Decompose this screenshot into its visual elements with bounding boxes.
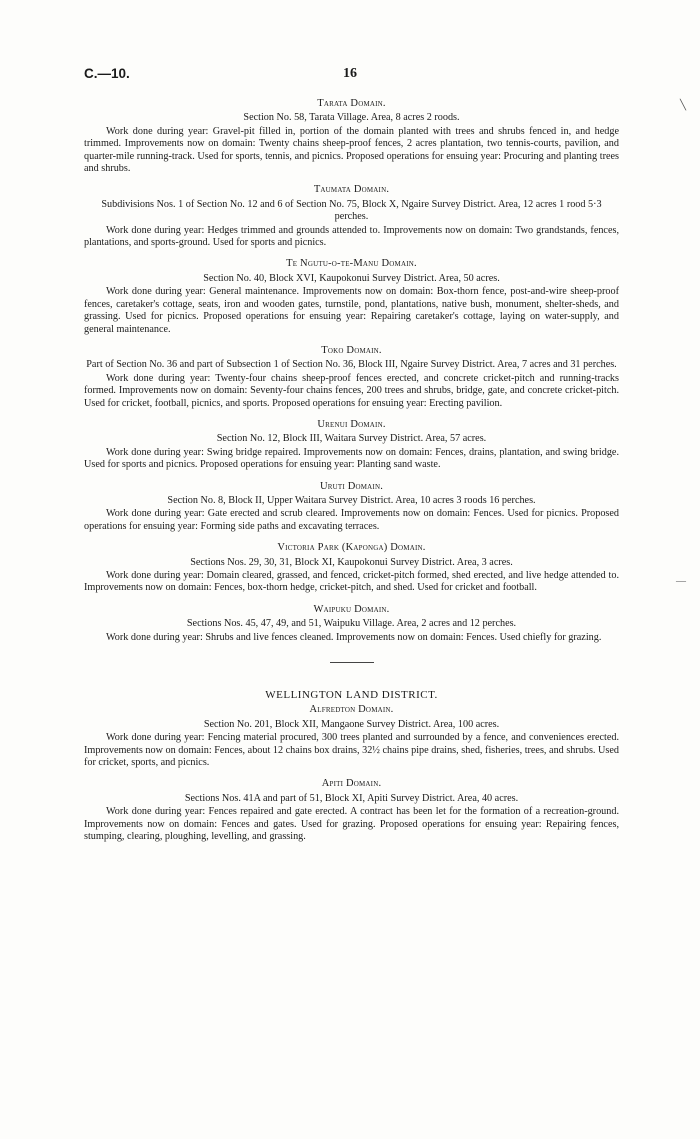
- domain-location: Section No. 8, Block II, Upper Waitara Survey District. Area, 10 acres 3 roods 16 perches.: [167, 494, 536, 506]
- domain-entry: [84, 542, 619, 595]
- domain-title: Waipuku Domain.: [313, 603, 390, 615]
- taranaki-domains: [84, 98, 619, 644]
- scan-mark: ╲: [680, 100, 687, 111]
- domain-description: Work done during year: Shrubs and live fences cleaned. Improvements now on domain: Fences. Used chiefly for grazing.: [106, 631, 602, 643]
- domain-entry: [84, 184, 619, 249]
- page-header: [84, 66, 616, 86]
- domain-description: Work done during year: Twenty-four chains sheep-proof fences erected, and concrete cricket-pitch and running-tracks formed. Improvements now on domain: Seventy-four chains fences, 200 trees and shrubs, bridge, gate, and concrete cricket-pitch. Used for cricket, football, picnics, and sports. Proposed operations for ensuing year: Erecting pavilion.: [84, 372, 619, 409]
- domain-entry: [84, 604, 619, 644]
- domain-entry: [84, 778, 619, 843]
- domain-entry: [84, 345, 619, 410]
- domain-title: Urenui Domain.: [317, 418, 386, 430]
- domain-description: Work done during year: Swing bridge repaired. Improvements now on domain: Fences, drains, plantation, and swing bridge. Used for sports and picnics. Proposed operations for ensuing year: Planting sand waste.: [84, 446, 619, 471]
- page-number: 16: [343, 66, 357, 81]
- domain-location: Part of Section No. 36 and part of Subsection 1 of Section No. 36, Block III, Ngaire Survey District. Area, 7 acres and 31 perches.: [86, 359, 617, 371]
- domain-location: Sections Nos. 45, 47, 49, and 51, Waipuku Village. Area, 2 acres and 12 perches.: [186, 618, 517, 630]
- domain-entry: [84, 258, 619, 335]
- domain-location: Subdivisions Nos. 1 of Section No. 12 and 6 of Section No. 75, Block X, Ngaire Survey District. Area, 12 acres 1 rood 5·3 perches.: [101, 198, 602, 223]
- scan-mark: —: [676, 576, 686, 587]
- domain-location: Sections Nos. 29, 30, 31, Block XI, Kaupokonui Survey District. Area, 3 acres.: [190, 556, 513, 568]
- domain-title: Taumata Domain.: [313, 184, 390, 196]
- domain-description: Work done during year: Gravel-pit filled in, portion of the domain planted with trees and shrubs fenced in, and hedge trimmed. Improvements now on domain: Twenty chains sheep-proof fences, 2 acres plantation, two tennis-courts, pavilion, and quarter-mile running-track. Used for sports, tennis, and picnics. Proposed operations for ensuing year: Procuring and planting trees and shrubs.: [84, 125, 619, 175]
- district-heading: WELLINGTON LAND DISTRICT.: [265, 689, 438, 702]
- domain-title: Toko Domain.: [321, 344, 382, 356]
- domain-title: Uruti Domain.: [319, 480, 384, 492]
- domain-title: Tarata Domain.: [317, 98, 386, 109]
- domain-title: Victoria Park (Kaponga) Domain.: [277, 542, 426, 554]
- domain-entry: [84, 419, 619, 472]
- domain-entry: [84, 481, 619, 534]
- domain-location: Section No. 40, Block XVI, Kaupokonui Survey District. Area, 50 acres.: [203, 272, 500, 284]
- domain-location: Sections Nos. 41A and part of 51, Block XI, Apiti Survey District. Area, 40 acres.: [184, 792, 519, 804]
- domain-location: Section No. 58, Tarata Village. Area, 8 acres 2 roods.: [243, 112, 460, 124]
- wellington-domains: [84, 704, 619, 843]
- domain-entry: [84, 98, 619, 175]
- domain-description: Work done during year: Hedges trimmed and grounds attended to. Improvements now on domain: Two grandstands, fences, plantations, and sports-ground. Used for sports and picnics.: [84, 224, 619, 249]
- domain-description: Work done during year: Domain cleared, grassed, and fenced, cricket-pitch formed, shed erected, and live hedge attended to. Improvements now on domain: Fences, box-thorn hedge, cricket-pitch, and shed. Used for cricket and football.: [84, 570, 619, 594]
- domain-title: Apiti Domain.: [321, 778, 382, 790]
- domain-title: Te Ngutu-o-te-Manu Domain.: [286, 258, 417, 270]
- domain-location: Section No. 12, Block III, Waitara Survey District. Area, 57 acres.: [216, 433, 487, 445]
- domain-description: Work done during year: Gate erected and scrub cleared. Improvements now on domain: Fences. Used for picnics. Proposed operations for ensuing year: Forming side paths and excavating terraces.: [84, 508, 619, 532]
- domain-location: Section No. 201, Block XII, Mangaone Survey District. Area, 100 acres.: [203, 718, 500, 730]
- domain-entry: [84, 704, 619, 769]
- domain-description: Work done during year: Fences repaired and gate erected. A contract has been let for the formation of a recreation-ground. Improvements now on domain: Fences and gates. Used for grazing. Proposed operations for ensuing year: Repairing fences, stumping, clearing, ploughing, levelling, and grassing.: [84, 806, 619, 843]
- domain-description: Work done during year: Fencing material procured, 300 trees planted and surrounded by a fence, and conveniences erected. Improvements now on domain: Fences, about 12 chains box drains, 32½ chains pipe drains, shed, fisheries, trees, and shrubs. Used for cricket, sports, and picnics.: [84, 732, 619, 769]
- page-body: [84, 98, 619, 853]
- section-divider: [330, 662, 374, 663]
- domain-title: Alfredton Domain.: [309, 704, 394, 716]
- report-reference: C.—10.: [84, 66, 130, 81]
- domain-description: Work done during year: General maintenance. Improvements now on domain: Box-thorn fence, post-and-wire sheep-proof fences, caretaker's cottage, seats, iron and wooden gates, turnstile, pond, plantations, native bush, monument, shelter-sheds, and grassing. Used for picnics. Proposed operations for ensuing year: Repairing caretaker's cottage, laying on water-supply, and general maintenance.: [84, 286, 619, 335]
